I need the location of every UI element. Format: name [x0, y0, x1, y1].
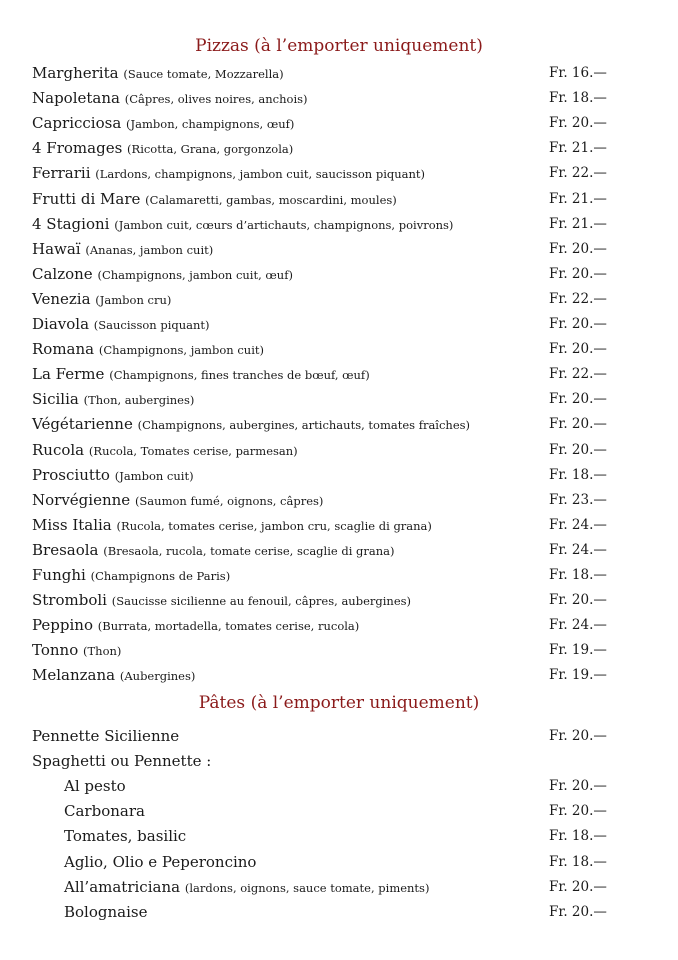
menu-item [32, 489, 632, 511]
item-description: (Bresaola, rucola, tomate cerise, scaglie di grana) [103, 543, 395, 558]
item-price: Fr. 21.— [549, 215, 607, 232]
item-price: Fr. 20.— [549, 416, 607, 433]
item-description: (Câpres, olives noires, anchois) [124, 92, 308, 107]
item-name [32, 238, 213, 261]
item-name [32, 439, 298, 462]
item-price: Fr. 22.— [549, 366, 607, 383]
item-name [32, 62, 284, 85]
item-title: Bresaola [32, 540, 99, 559]
item-price: Fr. 20.— [549, 391, 607, 408]
item-price: Fr. 24.— [549, 617, 607, 634]
item-price: Fr. 20.— [549, 778, 607, 794]
item-name [32, 514, 432, 537]
item-title: Tomates, basilic [64, 827, 187, 846]
item-title: Venezia [32, 289, 91, 308]
item-description: (Aubergines) [119, 669, 196, 684]
item-price: Fr. 22.— [549, 290, 607, 307]
item-title: Frutti di Mare [32, 189, 141, 208]
item-description: (Jambon cuit, cœurs d’artichauts, champignons, poivrons) [114, 217, 454, 232]
item-name [32, 288, 171, 311]
item-title: Miss Italia [32, 515, 112, 534]
item-description: (Saumon fumé, oignons, câpres) [134, 493, 324, 508]
menu-item [32, 363, 632, 385]
item-description: (Lardons, champignons, jambon cuit, saucisson piquant) [95, 167, 426, 182]
item-description: (Calamaretti, gambas, moscardini, moules) [145, 192, 397, 207]
item-title: Norvégienne [32, 490, 131, 509]
item-description: (Ananas, jambon cuit) [85, 242, 214, 257]
item-name [32, 388, 194, 411]
menu-item [32, 338, 632, 360]
item-title: Peppino [32, 616, 93, 635]
menu-item [32, 589, 632, 611]
item-name [32, 464, 194, 487]
item-description: (Champignons, fines tranches de bœuf, œuf) [109, 368, 370, 383]
item-price: Fr. 20.— [549, 240, 607, 257]
menu-item [64, 876, 664, 898]
item-price: Fr. 18.— [549, 828, 607, 845]
item-description: (Thon, aubergines) [83, 393, 195, 408]
pizzas-heading: Pizzas (à l’emporter uniquement) [195, 36, 483, 56]
item-title: 4 Fromages [32, 139, 123, 158]
item-title: Sicilia [32, 390, 79, 409]
menu-item [32, 750, 632, 772]
item-name [32, 87, 308, 110]
item-description: (Jambon, champignons, œuf) [126, 117, 295, 132]
item-name [32, 313, 210, 336]
item-price: Fr. 24.— [549, 541, 607, 558]
menu-item [32, 162, 632, 184]
item-title: Végétarienne [32, 415, 133, 434]
item-name [32, 162, 425, 185]
item-name [32, 338, 264, 361]
item-title: Margherita [32, 64, 119, 82]
item-description: (Jambon cuit) [114, 468, 194, 483]
item-price: Fr. 20.— [549, 341, 607, 358]
item-title: Stromboli [32, 591, 107, 610]
item-name [32, 614, 359, 637]
item-title: 4 Stagioni [32, 214, 110, 233]
menu-item [32, 664, 632, 686]
menu-item [32, 112, 632, 134]
item-description: (Rucola, Tomates cerise, parmesan) [88, 443, 298, 458]
menu-item [32, 288, 632, 310]
item-price: Fr. 18.— [549, 567, 607, 583]
item-price: Fr. 22.— [549, 165, 607, 182]
menu-item [64, 775, 664, 797]
item-description: (Burrata, mortadella, tomates cerise, rucola) [97, 619, 360, 634]
item-name [32, 263, 293, 286]
item-name [64, 775, 126, 798]
item-title: Hawaï [32, 239, 81, 258]
item-price: Fr. 20.— [549, 592, 607, 609]
pates-heading: Pâtes (à l’emporter uniquement) [198, 693, 480, 713]
item-title: Prosciutto [32, 465, 110, 484]
item-title: Bolognaise [64, 903, 148, 921]
item-description: (Champignons de Paris) [90, 569, 231, 583]
menu-item [32, 213, 632, 235]
item-name [32, 112, 294, 135]
item-price: Fr. 20.— [549, 115, 607, 132]
item-price: Fr. 20.— [549, 265, 607, 282]
item-name [32, 725, 179, 748]
item-name [32, 188, 397, 211]
item-price: Fr. 20.— [549, 316, 607, 332]
item-name [64, 851, 256, 874]
item-price: Fr. 16.— [549, 65, 607, 81]
item-title: Romana [32, 340, 95, 359]
item-title: Al pesto [64, 777, 126, 795]
item-description: (Saucisson piquant) [93, 318, 210, 332]
menu-item [32, 639, 632, 661]
item-title: Rucola [32, 440, 85, 459]
menu-item [32, 313, 632, 335]
item-description: (Ricotta, Grana, gorgonzola) [127, 142, 294, 157]
item-name [32, 489, 323, 512]
item-title: Spaghetti ou Pennette : [32, 752, 212, 770]
item-name [32, 589, 411, 612]
item-description: (Sauce tomate, Mozzarella) [123, 67, 284, 81]
item-name [32, 664, 195, 687]
menu-item [32, 564, 632, 586]
item-name [32, 137, 293, 160]
item-name [32, 363, 370, 386]
item-title: Ferrarii [32, 164, 91, 183]
item-name [32, 539, 395, 562]
item-title: All’amatriciana [64, 877, 181, 896]
item-description: (lardons, oignons, sauce tomate, piments) [184, 880, 430, 895]
item-name [32, 213, 453, 236]
item-title: Aglio, Olio e Peperoncino [64, 852, 257, 871]
menu-item [32, 413, 632, 435]
item-title: Diavola [32, 315, 90, 333]
menu-item [32, 725, 632, 747]
menu-item [32, 514, 632, 536]
menu-item [32, 439, 632, 461]
menu-item [32, 137, 632, 159]
item-description: (Champignons, aubergines, artichauts, tomates fraîches) [137, 418, 471, 433]
menu-item [32, 464, 632, 486]
item-price: Fr. 19.— [549, 667, 607, 684]
item-name [64, 876, 429, 899]
menu-item [64, 851, 664, 873]
item-title: Carbonara [64, 802, 145, 821]
item-name [64, 901, 147, 924]
menu-item [32, 87, 632, 109]
item-description: (Champignons, jambon cuit, œuf) [97, 267, 293, 282]
item-price: Fr. 20.— [549, 904, 607, 920]
menu-item [32, 539, 632, 561]
item-name [32, 639, 121, 662]
menu-item [32, 62, 632, 84]
item-description: (Rucola, tomates cerise, jambon cru, scaglie di grana) [116, 518, 432, 533]
item-price: Fr. 21.— [549, 190, 607, 207]
item-description: (Thon) [83, 644, 122, 659]
item-price: Fr. 18.— [549, 466, 607, 483]
item-price: Fr. 20.— [549, 803, 607, 820]
item-title: Tonno [32, 641, 79, 660]
item-description: (Champignons, jambon cuit) [98, 343, 265, 358]
menu-item [32, 263, 632, 285]
menu-item [32, 238, 632, 260]
menu-item [32, 388, 632, 410]
item-title: Pennette Sicilienne [32, 727, 180, 745]
menu-item [32, 614, 632, 636]
item-price: Fr. 21.— [549, 140, 607, 157]
item-title: La Ferme [32, 365, 105, 384]
menu-item [32, 188, 632, 210]
item-name [32, 413, 470, 436]
menu-item [64, 800, 664, 822]
item-description: (Saucisse sicilienne au fenouil, câpres, aubergines) [111, 594, 412, 609]
item-price: Fr. 24.— [549, 516, 607, 533]
item-name [32, 750, 211, 773]
item-title: Capricciosa [32, 114, 122, 133]
item-price: Fr. 23.— [549, 491, 607, 508]
item-title: Napoletana [32, 89, 120, 108]
item-price: Fr. 19.— [549, 642, 607, 659]
item-title: Calzone [32, 264, 93, 283]
menu-item [64, 901, 664, 923]
item-name [64, 800, 145, 823]
item-name [32, 564, 230, 587]
menu-item [64, 825, 664, 847]
item-description: (Jambon cru) [95, 292, 172, 307]
item-title: Melanzana [32, 666, 116, 685]
item-price: Fr. 18.— [549, 90, 607, 107]
item-price: Fr. 18.— [549, 853, 607, 870]
item-name [64, 825, 186, 848]
item-price: Fr. 20.— [549, 878, 607, 895]
item-title: Funghi [32, 566, 86, 584]
item-price: Fr. 20.— [549, 441, 607, 458]
item-price: Fr. 20.— [549, 728, 607, 744]
